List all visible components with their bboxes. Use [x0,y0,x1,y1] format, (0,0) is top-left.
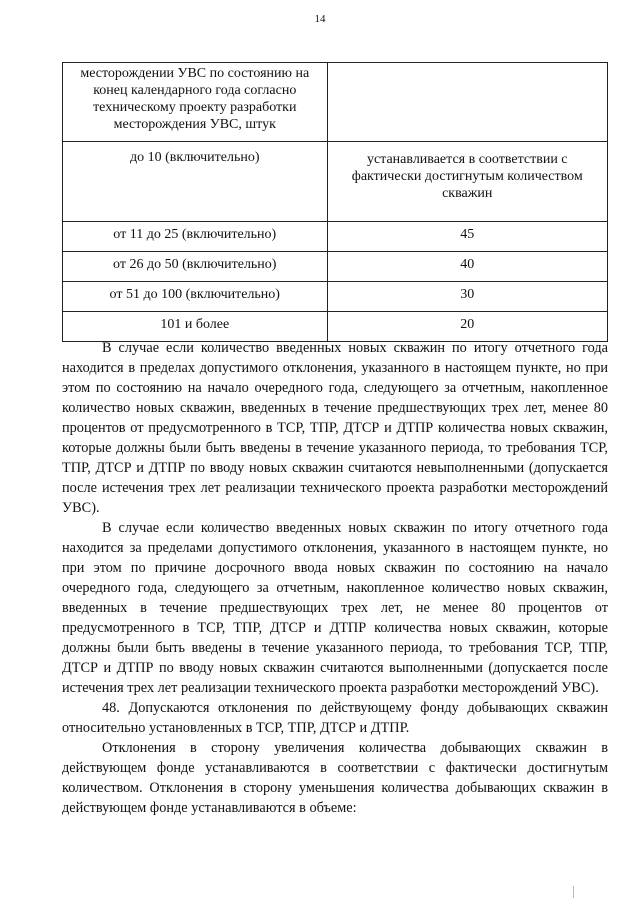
table-cell-value [327,63,607,142]
table-row [63,312,608,342]
table-row [63,252,608,282]
paragraph: Отклонения в сторону увеличения количества добывающих скважин в действующем фонде устанавливаются в соответствии с фактически достигнутым количеством. Отклонения в сторону уменьшения количества добывающих скважин в действующем фонде устанавливаются в объеме: [62,740,608,816]
table-cell-criterion: от 51 до 100 (включительно) [63,282,328,312]
page-number: 14 [314,13,326,25]
table-cell-criterion: до 10 (включительно) [63,142,328,222]
table-cell-value: 45 [327,222,607,252]
table-cell-criterion: от 26 до 50 (включительно) [63,252,328,282]
table-cell-value: 30 [327,282,607,312]
document-body [62,338,608,818]
table-cell-criterion: от 11 до 25 (включительно) [63,222,328,252]
scan-artifact-mark [573,886,574,898]
paragraph: В случае если количество введенных новых скважин по итогу отчетного года находится в пределах допустимого отклонения, указанного в настоящем пункте, но при этом по состоянию на начало очередного года, следующего за отчетным, накопленное количество новых скважин, введенных в течение предшествующих трех лет, менее 80 процентов от предусмотренного в ТСР, ТПР, ДТСР и ДТПР количества новых скважин, которые должны были быть введены в течение указанного периода, то требования ТСР, ТПР, ДТСР и ДТПР по вводу новых скважин считаются невыполненными (допускается после истечения трех лет реализации технического проекта разработки месторождений УВС). [62,340,608,516]
paragraph-clause-48: 48. Допускаются отклонения по действующему фонду добывающих скважин относительно установленных в ТСР, ТПР, ДТСР и ДТПР. [62,700,608,736]
table-cell-value: устанавливается в соответствии с фактически достигнутым количеством скважин [327,142,607,222]
table-cell-criterion: 101 и более [63,312,328,342]
paragraph: В случае если количество введенных новых скважин по итогу отчетного года находится за пределами допустимого отклонения, указанного в настоящем пункте, но при этом по причине досрочного ввода новых скважин по состоянию на начало очередного года, следующего за отчетным, накопленное количество новых скважин, введенных в течение предшествующих трех лет, не менее 80 процентов от предусмотренного в ТСР, ТПР, ДТСР и ДТПР количества новых скважин, которые должны были быть введены в течение указанного периода, то требования ТСР, ТПР, ДТСР и ДТПР по вводу новых скважин считаются выполненными (допускается после истечения трех лет реализации технического проекта разработки месторождений УВС). [62,520,608,696]
table-row [63,282,608,312]
table-cell-criterion: месторождении УВС по состоянию на конец календарного года согласно техническому проекту разработки месторождения УВС, штук [63,63,328,142]
table-row [63,63,608,142]
table-row [63,142,608,222]
deviation-table [62,62,608,342]
table-cell-value: 20 [327,312,607,342]
table-cell-value: 40 [327,252,607,282]
table-row [63,222,608,252]
